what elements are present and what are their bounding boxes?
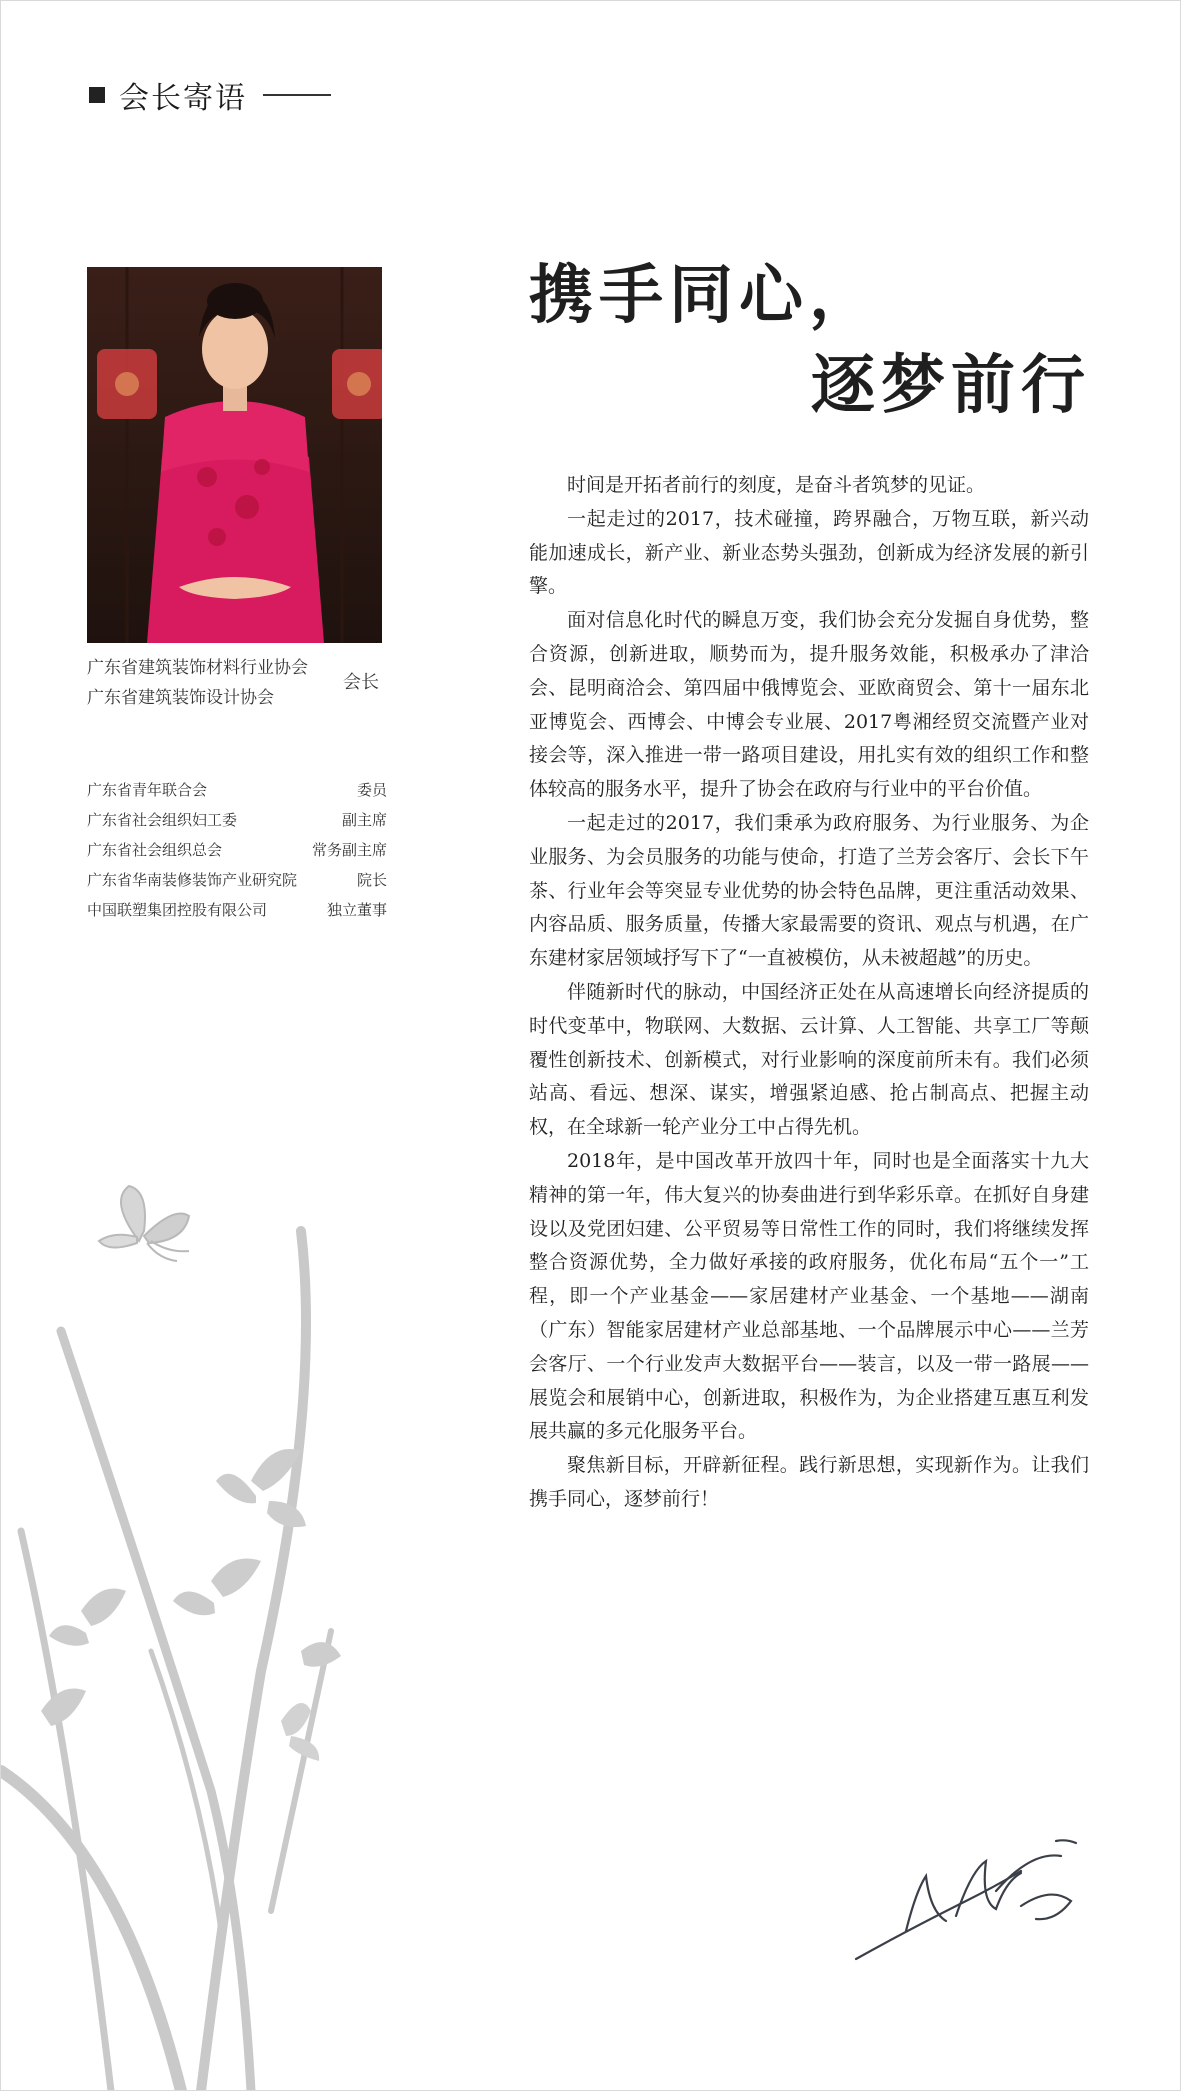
paragraph: 一起走过的2017，我们秉承为政府服务、为行业服务、为企业服务、为会员服务的功能与使命，打造了兰芳会客厅、会长下午茶、行业年会等突显专业优势的协会特色品牌，更注重活动效果、内容品质、服务质量，传播大家最需要的资讯、观点与机遇，在广东建材家居领域抒写下了“一直被模仿，从未被超越”的历史。 [529,811,1089,970]
role-row [87,835,387,865]
role-row [87,895,387,925]
role-org: 中国联塑集团控股有限公司 [87,901,268,919]
roles-list [87,775,387,925]
role-row [87,805,387,835]
square-bullet-icon [89,87,105,103]
paragraph: 一起走过的2017，技术碰撞，跨界融合，万物互联，新兴动能加速成长，新产业、新业态势头强劲，创新成为经济发展的新引擎。 [529,507,1089,598]
headline-line-1: 携手同心， [529,259,879,333]
title-dash-line [263,94,331,96]
org-name: 广东省建筑装饰设计协会 [87,688,274,708]
role-title: 院长 [356,871,387,889]
president-affiliation [87,653,417,713]
president-title: 会长 [343,672,379,693]
headline-line-2: 逐梦前行 [811,349,1091,423]
role-org: 广东省华南装修装饰产业研究院 [87,871,298,889]
role-title: 委员 [356,781,387,799]
president-photo [87,267,382,643]
role-title: 独立董事 [326,901,387,919]
role-title: 常务副主席 [311,841,387,859]
org-name: 广东省建筑装饰材料行业协会 [87,658,308,678]
section-header [89,73,331,117]
paragraph: 面对信息化时代的瞬息万变，我们协会充分发掘自身优势，整合资源，创新进取，顺势而为，提升服务效能，积极承办了津洽会、昆明商洽会、第四届中俄博览会、亚欧商贸会、第十一届东北亚博览会、西博会、中博会专业展、2017粤湘经贸交流暨产业对接会等，深入推进一带一路项目建设，用扎实有效的组织工作和整体较高的服务水平，提升了协会在政府与行业中的平台价值。 [529,609,1089,801]
section-title: 会长寄语 [119,81,247,116]
paragraph: 聚焦新目标，开辟新征程。践行新思想，实现新作为。让我们携手同心，逐梦前行！ [529,1454,1089,1510]
role-org: 广东省青年联合会 [87,781,208,799]
role-title: 副主席 [341,811,387,829]
headline [529,251,1099,431]
orchid-decoration [1,1151,421,2091]
paragraph: 伴随新时代的脉动，中国经济正处在从高速增长向经济提质的时代变革中，物联网、大数据、云计算、人工智能、共享工厂等颠覆性创新技术、创新模式，对行业影响的深度前所未有。我们必须站高、看远、想深、谋实，增强紧迫感、抢占制高点、把握主动权，在全球新一轮产业分工中占得先机。 [529,980,1089,1139]
letter-body [529,469,1089,1517]
role-org: 广东省社会组织妇工委 [87,811,238,829]
role-row [87,865,387,895]
handwritten-signature [846,1831,1096,1971]
role-org: 广东省社会组织总会 [87,841,223,859]
paragraph: 2018年，是中国改革开放四十年，同时也是全面落实十九大精神的第一年，伟大复兴的协奏曲进行到华彩乐章。在抓好自身建设以及党团妇建、公平贸易等日常性工作的同时，我们将继续发挥整合资源优势，全力做好承接的政府服务，优化布局“五个一”工程，即一个产业基金——家居建材产业基金、一个基地——湖南（广东）智能家居建材产业总部基地、一个品牌展示中心——兰芳会客厅、一个行业发声大数据平台——装言，以及一带一路展——展览会和展销中心，创新进取，积极作为，为企业搭建互惠互利发展共赢的多元化服务平台。 [529,1149,1089,1443]
paragraph: 时间是开拓者前行的刻度，是奋斗者筑梦的见证。 [567,474,986,496]
role-row [87,775,387,805]
